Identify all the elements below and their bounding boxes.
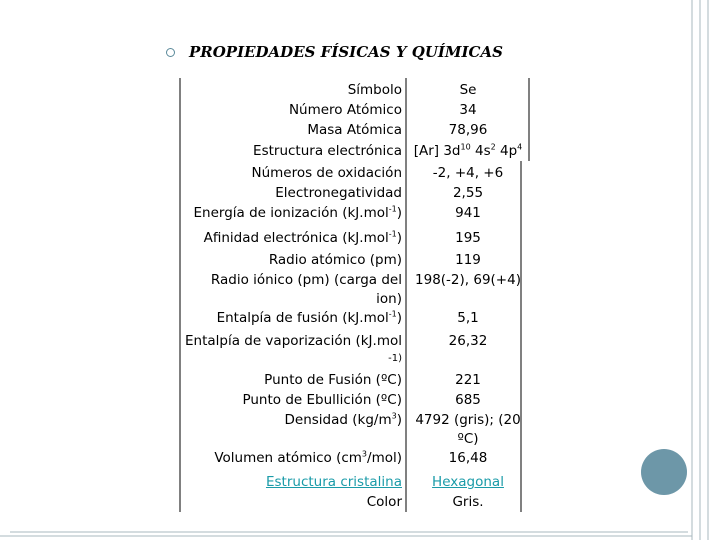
value-radio-ionico: 198(-2), 69(+4) — [415, 272, 521, 288]
value-estructura-electronica: [Ar] $3d^{10}$ $4s^2$ $4p^4$ — [413, 142, 523, 159]
link-hexagonal[interactable]: Hexagonal — [432, 474, 504, 490]
value-entalpia-fusion: 5,1 — [457, 310, 479, 326]
value-volumen-atomico: 16,48 — [448, 450, 488, 466]
label-volumen-atomico: Volumen atómico $(cm^3/mol)$ — [214, 449, 402, 466]
label-punto-fusion: Punto de Fusión (ºC) — [264, 372, 402, 388]
value-afinidad-electronica: 195 — [455, 230, 481, 246]
value-electronegatividad: 2,55 — [452, 185, 484, 201]
label-numeros-oxidacion: Números de oxidación — [251, 165, 402, 181]
value-punto-ebullicion: 685 — [455, 392, 481, 408]
decorative-circle — [641, 449, 687, 495]
value-densidad-2: ºC) — [457, 431, 479, 447]
label-masa-atomica: Masa Atómica — [307, 122, 402, 138]
label-afinidad-electronica: Afinidad electrónica (kJ.mol$^{-1}$) — [203, 229, 402, 246]
label-densidad: Densidad $(kg/m^3)$ — [284, 411, 402, 428]
label-radio-atomico: Radio atómico (pm) — [268, 252, 402, 268]
label-entalpia-fusion: Entalpía de fusión (kJ.mol$^{-1}$) — [216, 309, 402, 326]
label-radio-ionico-1: Radio iónico (pm) (carga del — [210, 272, 402, 288]
value-numeros-oxidacion: -2, +4, +6 — [432, 165, 504, 181]
value-numero-atomico: 34 — [459, 102, 477, 118]
label-simbolo: Símbolo — [347, 82, 402, 98]
label-punto-ebullicion: Punto de Ebullición (ºC) — [242, 392, 402, 408]
bullet-icon — [166, 48, 175, 57]
value-simbolo: Se — [459, 82, 477, 98]
label-estructura-electronica: Estructura electrónica — [253, 143, 402, 159]
value-color: Gris. — [452, 494, 484, 510]
label-electronegatividad: Electronegatividad — [275, 185, 402, 201]
label-radio-ionico-2: ion) — [376, 291, 402, 307]
label-numero-atomico: Número Atómico — [288, 102, 402, 118]
value-punto-fusion: 221 — [455, 372, 481, 388]
label-energia-ionizacion: Energía de ionización (kJ.mol$^{-1}$) — [193, 204, 402, 221]
value-energia-ionizacion: 941 — [455, 205, 481, 221]
value-radio-atomico: 119 — [455, 252, 481, 268]
value-masa-atomica: 78,96 — [448, 122, 488, 138]
value-densidad-1: 4792 (gris); (20 — [415, 412, 521, 428]
label-color: Color — [366, 494, 402, 510]
label-entalpia-vaporizacion: Entalpía de vaporización (kJ.mol — [184, 333, 402, 349]
link-estructura-cristalina[interactable]: Estructura cristalina — [265, 474, 402, 490]
slide-title: PROPIEDADES FÍSICAS Y QUÍMICAS — [189, 43, 503, 61]
value-entalpia-vaporizacion: 26,32 — [448, 333, 488, 349]
label-entalpia-vaporizacion-exp: -1) — [388, 353, 402, 364]
